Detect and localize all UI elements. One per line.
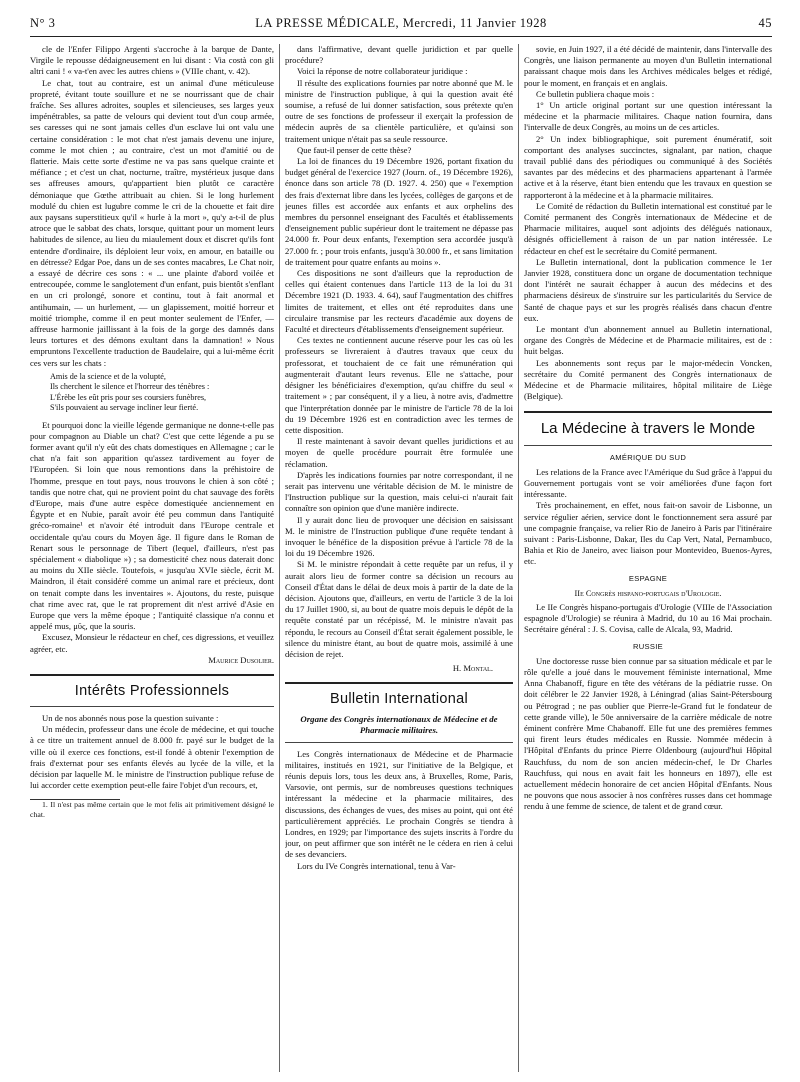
- section-title: Bulletin International: [330, 691, 468, 708]
- paragraph: Que faut-il penser de cette thèse?: [297, 144, 412, 155]
- paragraph: 2° Un index bibliographique, soit purement énumératif, soit comportant des analyses succinctes, signalant, par nation, chaque travail publié dans des périodiques ou communiqué à des Sociétés savantes par des médecins et des pharmaciens appartenant à l'armée active et à la réserve, étant bien entendu que les travaux en question se rapporteront à la médecine et à la pharmacie militaires.: [524, 133, 772, 200]
- paragraph: Le montant d'un abonnement annuel au Bulletin international, organe des Congrès de Médecine et de Pharmacie militaires, est de : huit belgas.: [524, 324, 772, 357]
- paragraph: Le Comité de rédaction du Bulletin international est constitué par le Comité permanent des Congrès internationaux de Médecine et de Pharmacie militaires, auquel sont adjoints des délégués nationaux, désignés officiellement à raison de un par nation intéressée. Le rédacteur en chef est le secrétaire du Comité permanent.: [524, 200, 772, 256]
- section-rule: [524, 411, 772, 413]
- subsection-heading: AMÉRIQUE DU SUD: [609, 452, 687, 462]
- page-number-right: 45: [758, 16, 772, 30]
- paragraph: La loi de finances du 19 Décembre 1926, portant fixation du budget général de l'exercice 1927 (Journ. of., 19 Décembre 1926), énonce dans son article 78 (D. 1927. 4. 250) que « l'exemption des frais d'externat libre dans les lycées, collèges de garçons et de jeunes filles est accordée aux enfants et aux orphelins des membres du personnel enseignant des Facultés et établissements d'enseignement public supérieur dont le traitement ne dépasse pas 24.000 fr. Pour deux enfants, l'exemption sera accordée jusqu'à 27.000 fr. ; pour trois enfants, jusqu'à 30.000 fr., et sans limitation de traitement pour quatre enfants au moins ».: [285, 156, 513, 267]
- paragraph: Excusez, Monsieur le rédacteur en chef, ces digressions, et veuillez agréer, etc.: [30, 632, 274, 654]
- footnote: 1. Il n'est pas même certain que le mot felis ait primitivement désigné le chat.: [30, 800, 274, 820]
- signature: Maurice Dusolier.: [208, 654, 274, 665]
- subsection-heading: ESPAGNE: [628, 573, 668, 583]
- paragraph: Les Congrès internationaux de Médecine et de Pharmacie militaires, institués en 1921, sur l'initiative de la Belgique, et réunis depuis lors, tous les deux ans, à Bruxelles, Rome, Paris, Varsovie, ont permis, sur de nombreuses questions techniques intéressant la médecine et la pharmacie militaires, des discussions, des échanges de vues, des mises au point, qui ont été particulièrement appréciés. Le prochain Congrès se tiendra à Londres, en 1929; par l'importance des sujets inscrits à l'ordre du jour, on peut affirmer que son intérêt ne le cédera en rien à celui de ses devanciers.: [285, 748, 513, 860]
- journal-title: LA PRESSE MÉDICALE, Mercredi, 11 Janvier 1928: [255, 16, 547, 30]
- section-rule: [285, 682, 513, 684]
- section-rule: [285, 742, 513, 743]
- paragraph: Il reste maintenant à savoir devant quelles juridictions et au moyen de quelle procédure pourrait être formulée une réclamation.: [285, 436, 513, 469]
- paragraph: Ces textes ne contiennent aucune réserve pour les cas où les professeurs se livreraient à d'autres travaux que ceux du professorat, et touchaient de ce fait une rémunération qui augmenterait d'autant leurs revenus. Elle ne s'attache, pour désigner les bénéficiaires d'exemption, qu'au chiffre du seul « traitement » ; par conséquent, il y a lieu, à notre avis, d'admettre que l'interprétation donnée par le ministre de l'article 78 de la loi du 19 Décembre 1926 est en contradiction avec les termes de cette disposition.: [285, 335, 513, 435]
- paragraph: Le Bulletin international, dont la publication commence le 1er Janvier 1928, constituera donc un organe de documentation technique dont l'intérêt ne saurait échapper à aucun des médecins et des pharmaciens désireux de s'instruire sur les particularités du Service de Santé de chaque pays et sur les progrès réalisés dans chacun d'entre eux.: [524, 256, 772, 323]
- paragraph: Très prochainement, en effet, nous fait-on savoir de Lisbonne, un service régulier aérien, service dont le fonctionnement sera assuré par une compagnie française, va relier Rio de Janeiro à Paris par l'itinéraire suivant : Paris-Lisbonne, Dakar, Iles du Cap Vert, Natal, Pernambuco, Bahia et Rio de Janeiro, avec liaison pour Montevideo, Buenos-Ayres, etc.: [524, 500, 772, 567]
- paragraph: Ce bulletin publiera chaque mois :: [536, 88, 655, 99]
- paragraph: D'après les indications fournies par notre correspondant, il ne serait pas intervenu une véritable décision de M. le ministre de l'Instruction publique sur la question, mais celui-ci n'aurait fait connaître son opinion que d'une manière indirecte.: [285, 469, 513, 514]
- paragraph: Une doctoresse russe bien connue par sa situation médicale et par le rôle qu'elle a joué dans le mouvement féministe international, Mme Anna Chabanoff, figure en tête des vétérans de la pédiatrie russe. On doit célébrer le 22 Janvier 1928, à Léningrad (alias Saint-Pétersbourg ou Pétrograd ; ne pas oublier que Pierre-le-Grand fut le fondateur de cette grande ville), le 50e anniversaire de la carrière médicale de notre éminent confrère Mme Chabanoff. Elle fut une des premières femmes qui firent leurs études médicales en Russie. Nommée médecin à l'Hôpital d'Enfants du prince Pierre Oldenbourg (aujourd'hui Hôpital Rauchfuss, du nom de son ancien médecin-chef, le Dr Charles Rauchfuss, qui nous en avait fait les honneurs en 1897), elle est actuellement médecin honoraire de cet ancien Hôpital d'Enfants. Nous ne pouvons que nous associer à nos confrères russes dans cet hommage rendu à une femme de science, de talent et de grand cœur.: [524, 655, 772, 812]
- column-divider: [518, 44, 519, 1072]
- poem-line: S'ils pouvaient au servage incliner leur fierté.: [50, 403, 199, 413]
- poem-line: Amis de la science et de la volupté,: [50, 371, 166, 381]
- paragraph: Il résulte des explications fournies par notre abonné que M. le ministre de l'instruction publique, à qui la question avait été soumise, a refusé de lui donner satisfaction, sous prétexte qu'en outre de ses fonctions de professeur il exerçait la profession de médecin auprès de sa clientèle particulière, et qu'ainsi son traitement unique n'était pas sa seule ressource.: [285, 77, 513, 144]
- section-subtitle: Organe des Congrès internationaux de Médecine et de Pharmacie militaires.: [300, 714, 498, 735]
- paragraph: Si M. le ministre répondait à cette requête par un refus, il y aurait alors lieu de former contre sa décision un recours au Conseil d'État dans le délai de deux mois à partir de la date de la décision. Ajoutons que, d'ailleurs, en vertu de l'article 3 de la loi du 17 Juillet 1900, si, au bout de quatre mois depuis le dépôt de la requête constaté par un récépissé, M. le ministre n'avait pas répondu, le recours au Conseil d'État serait également possible, le silence du ministre étant, au bout de quatre mois, assimilé à une décision de rejet.: [285, 559, 513, 659]
- column-left: [30, 44, 274, 1078]
- subsection-heading: RUSSIE: [632, 641, 664, 651]
- section-rule: [30, 706, 274, 707]
- paragraph: dans l'affirmative, devant quelle juridiction et par quelle procédure?: [285, 44, 513, 66]
- paragraph: Un médecin, professeur dans une école de médecine, et qui touche à ce titre un traitement annuel de 8.000 fr. payé sur le budget de la ville où il exerce ces fonctions, est-il fondé à obtenir l'exemption de frais d'externat pour ses enfants élevés au lycée de la ville, et la décision par laquelle M. le ministre de l'instruction publique refuse de lui accorder cette exemption peut-elle faire l'objet d'un recours, et,: [30, 724, 274, 791]
- paragraph: Ces dispositions ne sont d'ailleurs que la reproduction de celles qui étaient contenues dans l'article 113 de la loi du 31 Décembre 1921 (D. 1933. 4. 64), sauf l'augmentation des chiffres limites de traitement, et elles ont été reproduites dans une circulaire transmise par les recteurs d'académie aux doyens de Faculté et directeurs d'établissements d'enseignement supérieur.: [285, 268, 513, 335]
- paragraph: Les abonnements sont reçus par le major-médecin Voncken, secrétaire du Comité permanent des Congrès internationaux de Médecine et de Pharmacie militaires, hôpital militaire de Liège (Belgique).: [524, 357, 772, 402]
- signature: H. Montal.: [452, 663, 493, 674]
- paragraph: Les relations de la France avec l'Amérique du Sud grâce à l'appui du Gouvernement portugais vont se voir améliorées d'une façon fort intéressante.: [524, 466, 772, 500]
- paragraph: Le chat, tout au contraire, est un animal d'une méticuleuse propreté, évitant toute souillure et ne se nourrissant que de chair fraîche. Ses allures adroites, souples et silencieuses, ses larges yeux impénétrables, sa patte de velours qui devient tout d'un coup armée, ses caresses qui ne sont jamais celles d'un esclave lui ont valu une certaine considération : le mot chat n'est jamais devenu une injure, comme le mot chien ; au contraire, c'est un mot d'amitié ou de flatterie. Mais cette sorte d'estime ne va pas sans quelque crainte et méfiance ; et c'est un chat, nocturne, traître, mystérieux jusque dans ses affreuses amours, qu'appartient bien plutôt ce caractère démoniaque que Gœthe attribuait au chien. Si le long hurlement modulé du chien est lugubre comme le cri de la chouette et fait dire aux paysans superstitieux qu'il « hurle à la mort », qu'y a-t-il de plus atroce que le sabbat des chats, lorsque, quittant pour un moment leurs habitudes de silence, au lieu du miaulement doux et discret qu'ils font entendre d'ordinaire, ils déploient leur voix, en amour, en bataille ou en détresse? Edgar Poe, dans un de ses contes macabres, Le Chat noir, a essayé de décrire ces sons : « ... une plainte d'abord voilée et entrecoupée, comme le sanglotement d'un enfant, puis bientôt s'enflant en un cri prolongé, sonore et continu, tout à fait anormal et antihumain, — un hurlement, — un glapissement, moitié horreur et moitié triomphe, comme il en peut monter seulement de l'Enfer, — affreuse harmonie jaillissant à la fois de la gorge des damnés dans leurs tortures et des démons exultant dans la damnation! » Nous empruntons l'excellente traduction de Baudelaire, qui a lui-même écrit ces vers sur les chats :: [30, 77, 274, 368]
- paragraph: Et pourquoi donc la vieille légende germanique ne donne-t-elle pas pour compagnon au Diable un chat? C'est que cette légende a pu se former avant qu'il n'y eût des chats domestiques en Allemagne ; car le chat n'a fait son apparition qu'assez tardivement au foyer de l'Européen. Si loin que nous remontions dans la préhistoire de l'homme, presque en tout pays, nous trouvons le chien à son côté ; tandis que notre chat, qui ne provient point du chat sauvage des forêts d'Europe, mais d'une autre espèce domestiquée anciennement en Égypte et en Nubie, paraît avoir été peu commun dans l'antiquité gréco-romaine¹ et n'avoir été introduit dans l'Europe centrale et occidentale qu'au cours du Moyen âge. Il figure dans le Roman de Renart sous le personnage de Tibert (lequel, d'ailleurs, n'est pas spécialement « diabolique ») ; sa domesticité chez nous daterait donc au moins du XIIe siècle. Toutefois, « jusqu'au XVIe siècle, écrit M. Maindron, il était considéré comme un animal rare et précieux, dont on tenait compte dans les inventaires ». Ajoutons, du reste, puisque chat rime avec rat, que le rat proprement dit n'est arrivé d'Asie en Europe que vers la même époque ; l'antiquité classique n'a connu et appelé mus, μῦς, que la souris.: [30, 419, 274, 632]
- paragraph: 1° Un article original portant sur une question intéressant la médecine et la pharmacie militaires. Chaque nation fournira, dans l'intervalle de deux Congrès, au moins un de ces articles.: [524, 100, 772, 133]
- paragraph: Un de nos abonnés nous pose la question suivante :: [42, 712, 219, 723]
- section-title: Intérêts Professionnels: [74, 682, 230, 699]
- paragraph: Lors du IVe Congrès international, tenu à Var-: [297, 860, 456, 871]
- page-number: N° 3: [30, 16, 56, 30]
- section-rule: [30, 674, 274, 676]
- column-middle: [285, 44, 513, 1078]
- column-right: [524, 44, 772, 1078]
- section-title: La Médecine à travers le Monde: [540, 419, 756, 437]
- poem: [50, 372, 274, 414]
- paragraph: sovie, en Juin 1927, il a été décidé de maintenir, dans l'intervalle des Congrès, une liaison permanente au moyen d'un Bulletin international paraissant chaque mois dans les Archives médicales belges et rédigé, pour le moment, en français et en anglais.: [524, 44, 772, 88]
- paragraph: Voici la réponse de notre collaborateur juridique :: [297, 66, 468, 77]
- page-header: [30, 8, 772, 37]
- poem-line: L'Érèbe les eût pris pour ses coursiers funèbres,: [50, 392, 207, 402]
- subsection-subheading: IIe Congrès hispano-portugais d'Urologie.: [574, 588, 722, 598]
- column-divider: [279, 44, 280, 1072]
- poem-line: Ils cherchent le silence et l'horreur des ténèbres :: [50, 382, 210, 392]
- paragraph: Il y aurait donc lieu de provoquer une décision en saisissant M. le ministre de l'Instruction publique d'une requête tendant à invoquer le bénéfice de la disposition prévue à l'article 78 de la loi du 19 Décembre 1926.: [285, 514, 513, 559]
- paragraph: Le IIe Congrès hispano-portugais d'Urologie (VIIIe de l'Association espagnole d'Urologie) se réunira à Madrid, du 10 au 16 Mai prochain. Secrétaire général : J. S. Covisa, calle de Alcala, 93, Madrid.: [524, 601, 772, 635]
- section-rule: [524, 445, 772, 446]
- paragraph: cle de l'Enfer Filippo Argenti s'accroche à la barque de Dante, Virgile le repousse dédaigneusement en lui disant : Via costà con gli altri cani ! « va-t'en avec les autres chiens » (VIIIe chant, v. 42).: [30, 44, 274, 77]
